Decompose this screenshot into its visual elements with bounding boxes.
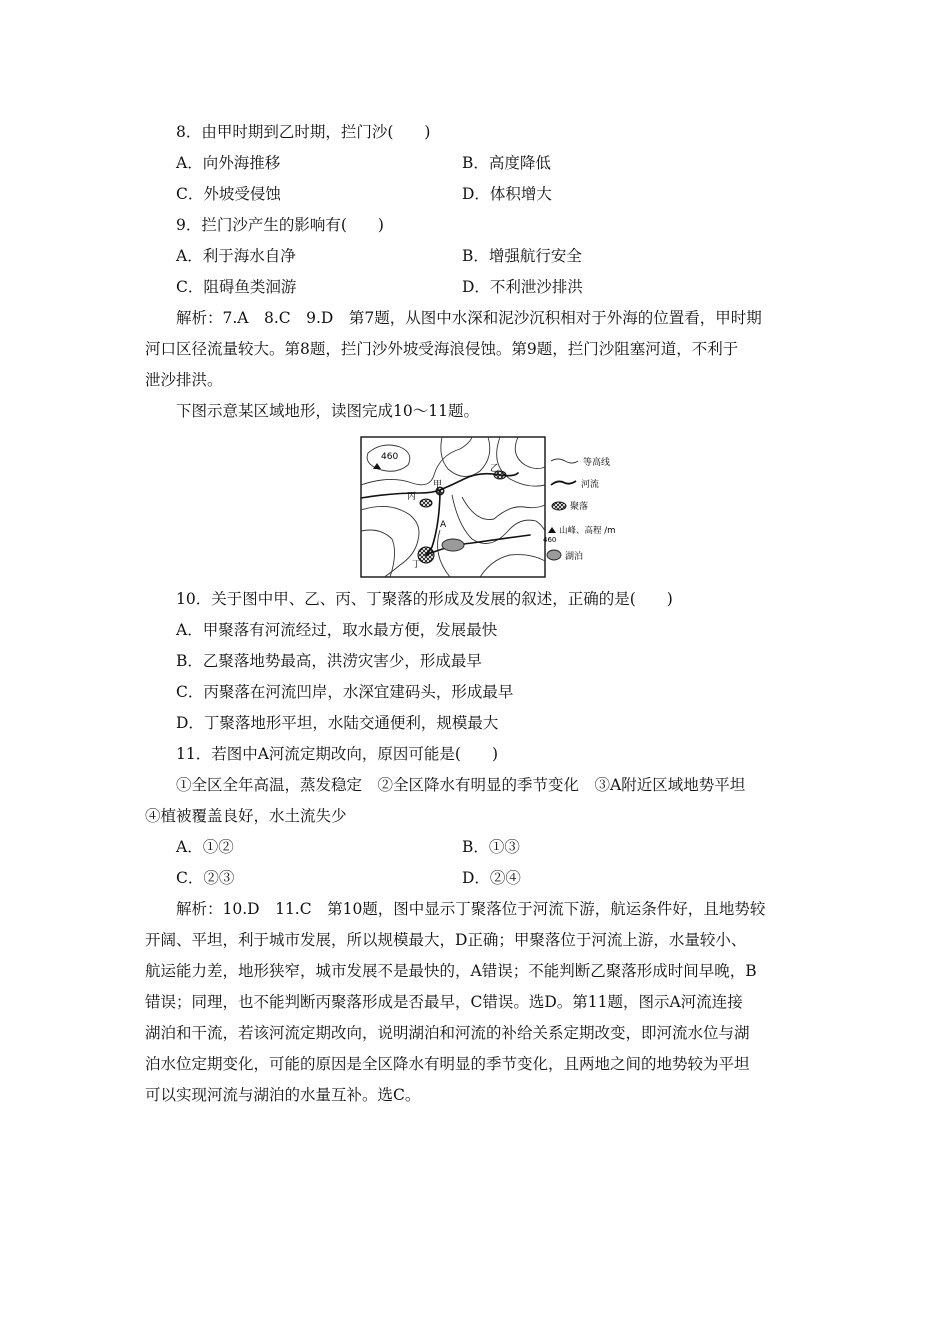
label-a: A: [440, 520, 447, 530]
q11-option-b: B．①③: [462, 838, 520, 856]
analysis-2-line-7: 可以实现河流与湖泊的水量互补。选C。: [145, 1086, 421, 1104]
legend-settlement-label: 聚落: [570, 502, 589, 512]
q11-option-a: A．①②: [176, 838, 234, 856]
q11-stem: 11．若图中A河流定期改向，原因可能是( ): [176, 745, 499, 763]
q10-option-d: D．丁聚落地形平坦，水陆交通便利，规模最大: [176, 714, 499, 732]
legend-contour-icon: [551, 459, 578, 463]
q8-option-c: C．外坡受侵蚀: [176, 185, 281, 203]
label-ding: 丁: [412, 560, 422, 570]
label-yi: 乙: [490, 464, 500, 474]
lake: [442, 539, 464, 551]
legend-river-icon: [551, 481, 576, 485]
analysis-1-line-2: 河口区径流量较大。第8题，拦门沙外坡受海浪侵蚀。第9题，拦门沙阻塞河道，不利于: [145, 340, 739, 358]
map-legend: [543, 456, 615, 562]
analysis-2-line-2: 开阔、平坦，利于城市发展，所以规模最大，D正确；甲聚落位于河流上游，水量较小、: [145, 931, 747, 949]
q8-stem: 8．由甲时期到乙时期，拦门沙( ): [176, 123, 431, 141]
q10-option-a: A．甲聚落有河流经过，取水最方便，发展最快: [176, 621, 498, 639]
q11-option-d: D．②④: [462, 869, 521, 887]
legend-peak-label: 山峰、高程 /m: [559, 526, 616, 536]
terrain-map: [360, 435, 640, 580]
label-jia: 甲: [433, 480, 443, 490]
q9-stem: 9．拦门沙产生的影响有( ): [176, 216, 384, 234]
settlement-bing: [420, 499, 432, 507]
figure-intro: 下图示意某区域地形，读图完成10～11题。: [176, 402, 479, 420]
q9-option-c: C．阻碍鱼类洄游: [176, 278, 297, 296]
analysis-1-line-1: 解析：7.A 8.C 9.D 第7题，从图中水深和泥沙沉积相对于外海的位置看，甲时期: [176, 309, 762, 327]
q10-stem: 10．关于图中甲、乙、丙、丁聚落的形成及发展的叙述，正确的是( ): [176, 590, 673, 608]
label-bing: 丙: [407, 492, 417, 502]
q10-option-c: C．丙聚落在河流凹岸，水深宜建码头，形成最早: [176, 683, 514, 701]
q11-option-c: C．②③: [176, 869, 235, 887]
q9-option-d: D．不利泄沙排洪: [462, 278, 583, 296]
analysis-2-line-6: 泊水位定期变化，可能的原因是全区降水有明显的季节变化，且两地之间的地势较为平坦: [145, 1055, 750, 1073]
legend-peak-icon: [548, 527, 556, 533]
analysis-2-line-3: 航运能力差，地形狭窄，城市发展不是最快的，A错误；不能判断乙聚落形成时间早晚，B: [145, 962, 757, 980]
q9-option-a: A．利于海水自净: [176, 247, 296, 265]
q8-option-a: A．向外海推移: [176, 154, 281, 172]
legend-river-label: 河流: [581, 480, 600, 490]
analysis-2-line-5: 湖泊和干流，若该河流定期改向，说明湖泊和河流的补给关系定期改变，即河流水位与湖: [145, 1024, 750, 1042]
analysis-2-line-4: 错误；同理，也不能判断丙聚落形成是否最早，C错误。选D。第11题，图示A河流连接: [145, 993, 743, 1011]
q9-option-b: B．增强航行安全: [462, 247, 582, 265]
analysis-2-line-1: 解析：10.D 11.C 第10题，图中显示丁聚落位于河流下游，航运条件好，且地势较: [176, 900, 766, 918]
q8-option-b: B．高度降低: [462, 154, 551, 172]
q10-option-b: B．乙聚落地势最高，洪涝灾害少，形成最早: [176, 652, 482, 670]
legend-lake-icon: [547, 550, 561, 560]
terrain-map-figure: [360, 435, 640, 580]
q11-statements-2: ④植被覆盖良好，水土流失少: [145, 807, 347, 825]
legend-lake-label: 湖泊: [565, 552, 584, 562]
legend-peak-value: 460: [543, 536, 557, 544]
q11-statements-1: ①全区全年高温，蒸发稳定 ②全区降水有明显的季节变化 ③A附近区域地势平坦: [176, 776, 746, 794]
legend-settlement-icon: [552, 502, 566, 510]
peak-label: 460: [381, 452, 399, 462]
q8-option-d: D．体积增大: [462, 185, 552, 203]
legend-contour-label: 等高线: [583, 458, 611, 468]
analysis-1-line-3: 泄沙排洪。: [145, 371, 223, 389]
